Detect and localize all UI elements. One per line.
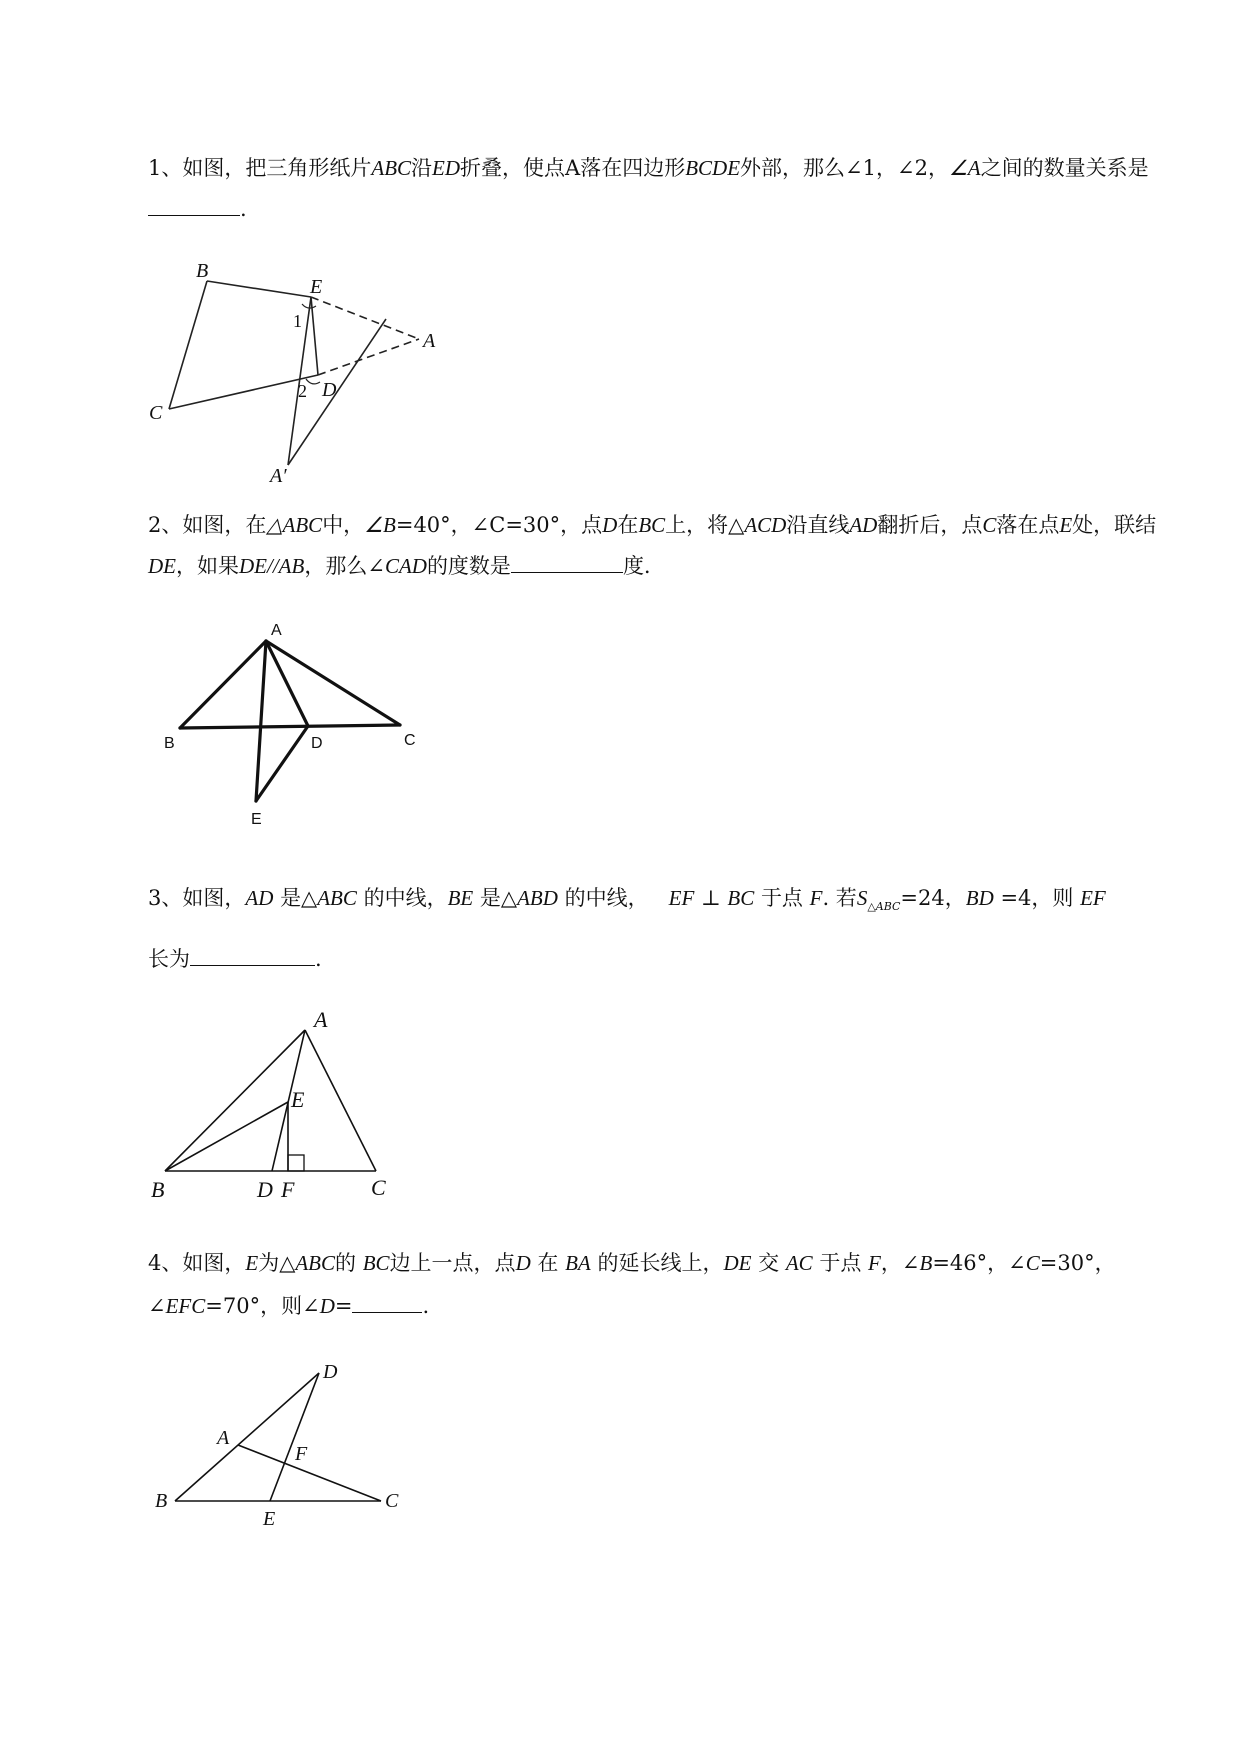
question-number: 3、 xyxy=(148,886,183,910)
label-a-prime: A′ xyxy=(270,465,287,485)
segment-ab xyxy=(180,641,266,728)
question-4: 4、如图，E为△ABC的 BC边上一点，点D 在 BA 的延长线上，DE 交 AC 于点 F，∠B=46°，∠C=30°，∠EFC=70°，则∠D= . xyxy=(148,1251,1116,1318)
label-d: D xyxy=(311,735,323,752)
question-number: 2、 xyxy=(148,513,183,537)
label-c: C xyxy=(371,1175,386,1200)
label-a: A xyxy=(314,1007,328,1032)
figure-1 xyxy=(140,255,490,485)
segment-be xyxy=(207,281,311,297)
label-c: C xyxy=(385,1490,399,1512)
segment-be xyxy=(165,1102,288,1171)
question-3: 3、如图，AD 是△ABC 的中线，BE 是△ABD 的中线， EF ⊥ BC 于点 F. 若$S_{\triangle ABC}=24$，BD =4，则 EF 长为 . xyxy=(148,886,1106,972)
label-d: D xyxy=(257,1177,273,1200)
figure-4 xyxy=(145,1355,415,1535)
segment-de xyxy=(270,1373,319,1501)
segment-ae xyxy=(256,641,266,801)
segment-bc xyxy=(169,281,207,409)
segment-ac xyxy=(305,1030,376,1171)
angle-2-arc xyxy=(306,379,320,384)
label-d: D xyxy=(322,379,337,401)
label-a: A xyxy=(423,330,436,352)
label-e: E xyxy=(251,811,262,828)
label-b: B xyxy=(164,735,175,752)
right-angle-mark xyxy=(288,1155,304,1171)
label-b: B xyxy=(196,260,209,282)
label-e: E xyxy=(263,1508,276,1530)
label-c: C xyxy=(149,402,163,424)
answer-blank[interactable] xyxy=(352,1292,422,1313)
segment-bd xyxy=(175,1373,319,1501)
segment-ed xyxy=(311,297,318,375)
segment-de xyxy=(256,726,308,801)
label-b: B xyxy=(155,1490,168,1512)
segment-ab xyxy=(165,1030,305,1171)
answer-blank[interactable] xyxy=(511,552,623,573)
answer-blank[interactable] xyxy=(190,945,315,966)
label-angle-1: 1 xyxy=(293,311,302,331)
label-a: A xyxy=(217,1427,230,1449)
label-e: E xyxy=(310,276,323,298)
dashed-ea xyxy=(311,297,419,339)
label-d: D xyxy=(323,1361,338,1383)
answer-blank[interactable] xyxy=(148,195,240,216)
question-1: 1、如图，把三角形纸片ABC沿ED折叠，使点A落在四边形BCDE外部，那么∠1，∠2，∠A之间的数量关系是. xyxy=(148,156,1149,221)
label-b: B xyxy=(151,1177,165,1200)
question-number: 4、 xyxy=(148,1251,183,1275)
segment-bc xyxy=(180,725,400,728)
label-a: A xyxy=(271,622,282,639)
label-f: F xyxy=(295,1443,308,1465)
figure-3 xyxy=(145,1000,405,1200)
question-2: 2、如图，在△ABC中，∠B=40°，∠C=30°，点D在BC上，将△ACD沿直线AD翻折后，点C落在点E处，联结DE，如果DE//AB，那么∠CAD的度数是 度. xyxy=(148,513,1157,578)
segment-ac xyxy=(238,1445,381,1501)
question-number: 1、 xyxy=(148,156,183,180)
label-c: C xyxy=(404,732,416,749)
figure-2 xyxy=(155,618,435,828)
label-f: F xyxy=(281,1177,295,1200)
label-e: E xyxy=(291,1087,305,1112)
label-angle-2: 2 xyxy=(298,381,307,401)
